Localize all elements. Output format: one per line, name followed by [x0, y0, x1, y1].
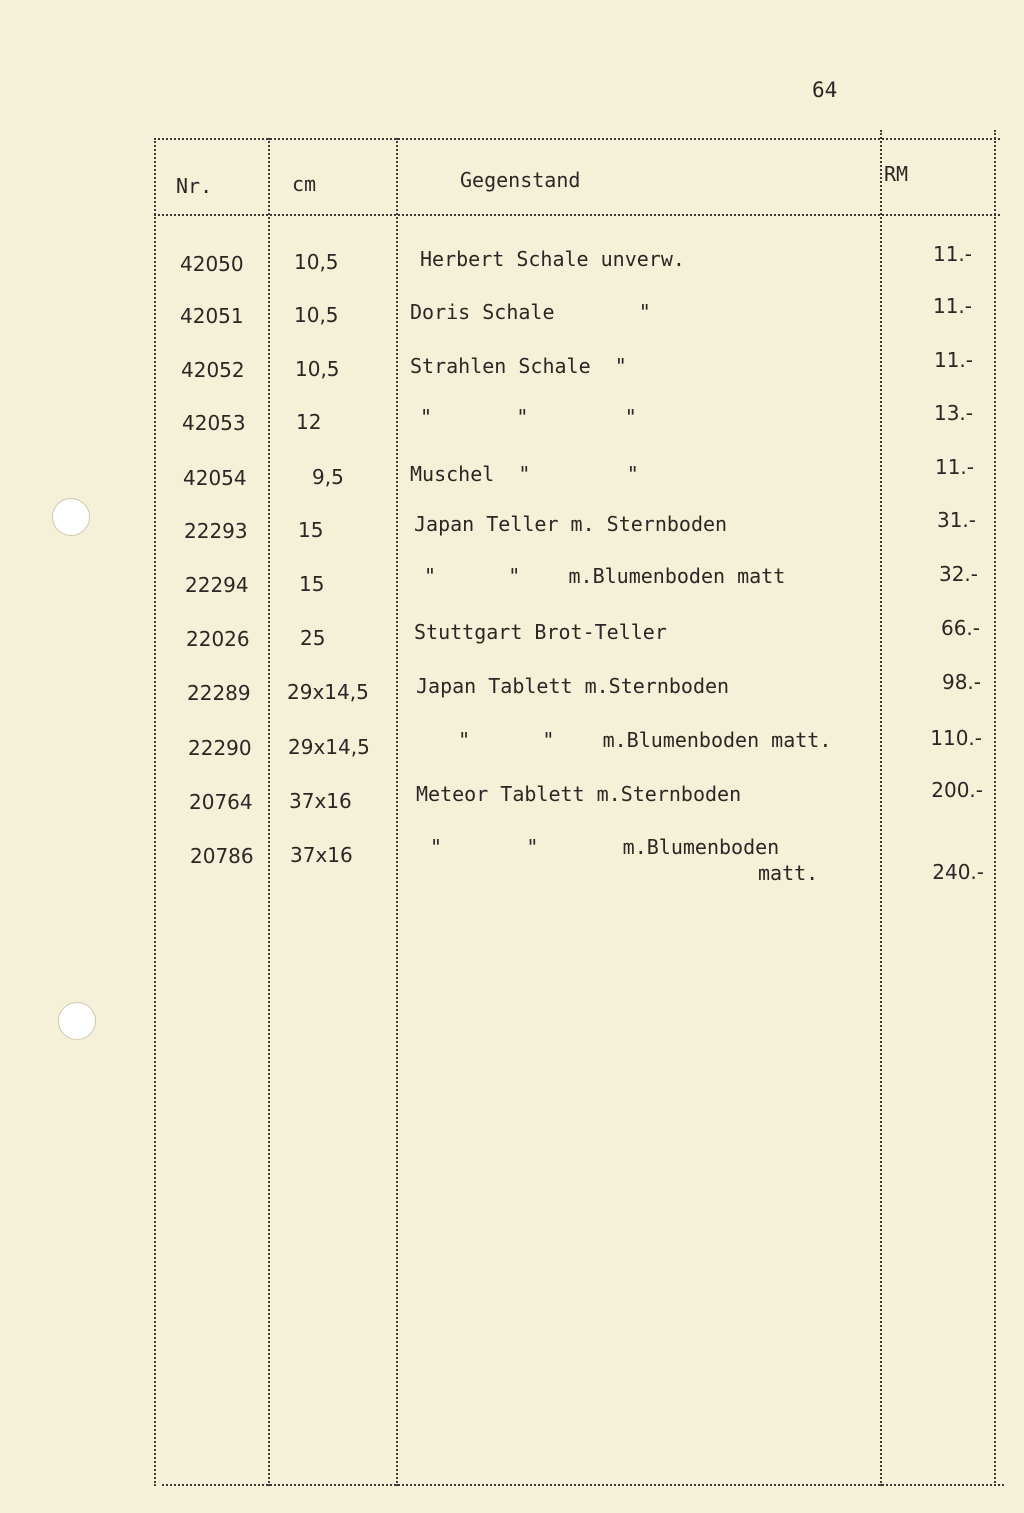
- cell-price: 98.-: [941, 670, 981, 694]
- cell-item: Strahlen Schale ": [410, 354, 627, 378]
- cell-cm: 10,5: [294, 250, 339, 274]
- cell-cm: 37x16: [290, 843, 353, 867]
- cell-nr: 42053: [182, 411, 246, 435]
- cell-item: " " m.Blumenboden matt.: [434, 728, 832, 752]
- cell-cm: 10,5: [295, 357, 340, 381]
- column-rule-cm-item: [396, 138, 398, 1486]
- column-rule-left: [154, 138, 156, 1486]
- cell-price: 11.-: [934, 455, 974, 479]
- cell-cm: 25: [300, 626, 326, 650]
- cell-price: 200.-: [931, 778, 983, 802]
- cell-item: [430, 835, 818, 885]
- cell-item-line1: " " m.Blumenboden: [430, 835, 780, 859]
- cell-price: 11.-: [932, 294, 972, 318]
- table-bottom-rule: [162, 1484, 1004, 1486]
- cell-price: 32.-: [938, 562, 978, 586]
- cell-price: 31.-: [936, 508, 976, 532]
- cell-nr: 22294: [185, 573, 249, 597]
- cell-nr: 20764: [189, 790, 253, 814]
- cell-item: " " m.Blumenboden matt: [424, 564, 786, 588]
- header-item: Gegenstand: [460, 168, 581, 192]
- cell-nr: 42052: [181, 358, 245, 382]
- cell-nr: 22289: [187, 681, 251, 705]
- cell-item: Doris Schale ": [410, 300, 651, 324]
- cell-cm: 15: [298, 518, 324, 542]
- cell-nr: 42051: [180, 304, 244, 328]
- column-rule-nr-cm: [268, 138, 270, 1486]
- cell-item: " " ": [420, 405, 637, 429]
- cell-item: Muschel " ": [410, 462, 639, 486]
- cell-price: 240.-: [932, 860, 984, 884]
- cell-cm: 15: [299, 572, 325, 596]
- cell-price: 66.-: [940, 616, 980, 640]
- header-nr: Nr.: [176, 174, 213, 198]
- column-rule-item-price: [880, 130, 882, 1486]
- cell-cm: 9,5: [312, 465, 344, 489]
- header-price: RM: [884, 162, 909, 186]
- page-number: 64: [812, 78, 838, 102]
- cell-price: 11.-: [932, 242, 972, 266]
- cell-nr: 42054: [183, 466, 247, 490]
- cell-item: Japan Tablett m.Sternboden: [416, 674, 730, 698]
- cell-item: Stuttgart Brot-Teller: [414, 620, 667, 644]
- cell-item-line2: matt.: [758, 861, 819, 885]
- cell-price: 11.-: [933, 348, 973, 372]
- cell-cm: 37x16: [289, 789, 352, 813]
- header-bottom-rule: [154, 214, 1000, 216]
- cell-item: Meteor Tablett m.Sternboden: [416, 782, 742, 806]
- cell-nr: 22293: [184, 519, 248, 543]
- cell-nr: 42050: [180, 252, 244, 276]
- cell-item: Herbert Schale unverw.: [420, 247, 685, 271]
- cell-nr: 22026: [186, 627, 250, 651]
- cell-cm: 10,5: [294, 303, 339, 327]
- cell-item: Japan Teller m. Sternboden: [414, 512, 728, 536]
- header-cm: cm: [292, 172, 317, 196]
- cell-cm: 12: [296, 410, 322, 434]
- cell-price: 110.-: [930, 726, 982, 750]
- cell-cm: 29x14,5: [287, 680, 369, 704]
- cell-cm: 29x14,5: [288, 735, 370, 759]
- table-top-rule: [154, 138, 1000, 140]
- cell-price: 13.-: [933, 401, 973, 425]
- cell-nr: 22290: [188, 736, 252, 760]
- column-rule-right: [994, 130, 996, 1486]
- cell-nr: 20786: [190, 844, 254, 868]
